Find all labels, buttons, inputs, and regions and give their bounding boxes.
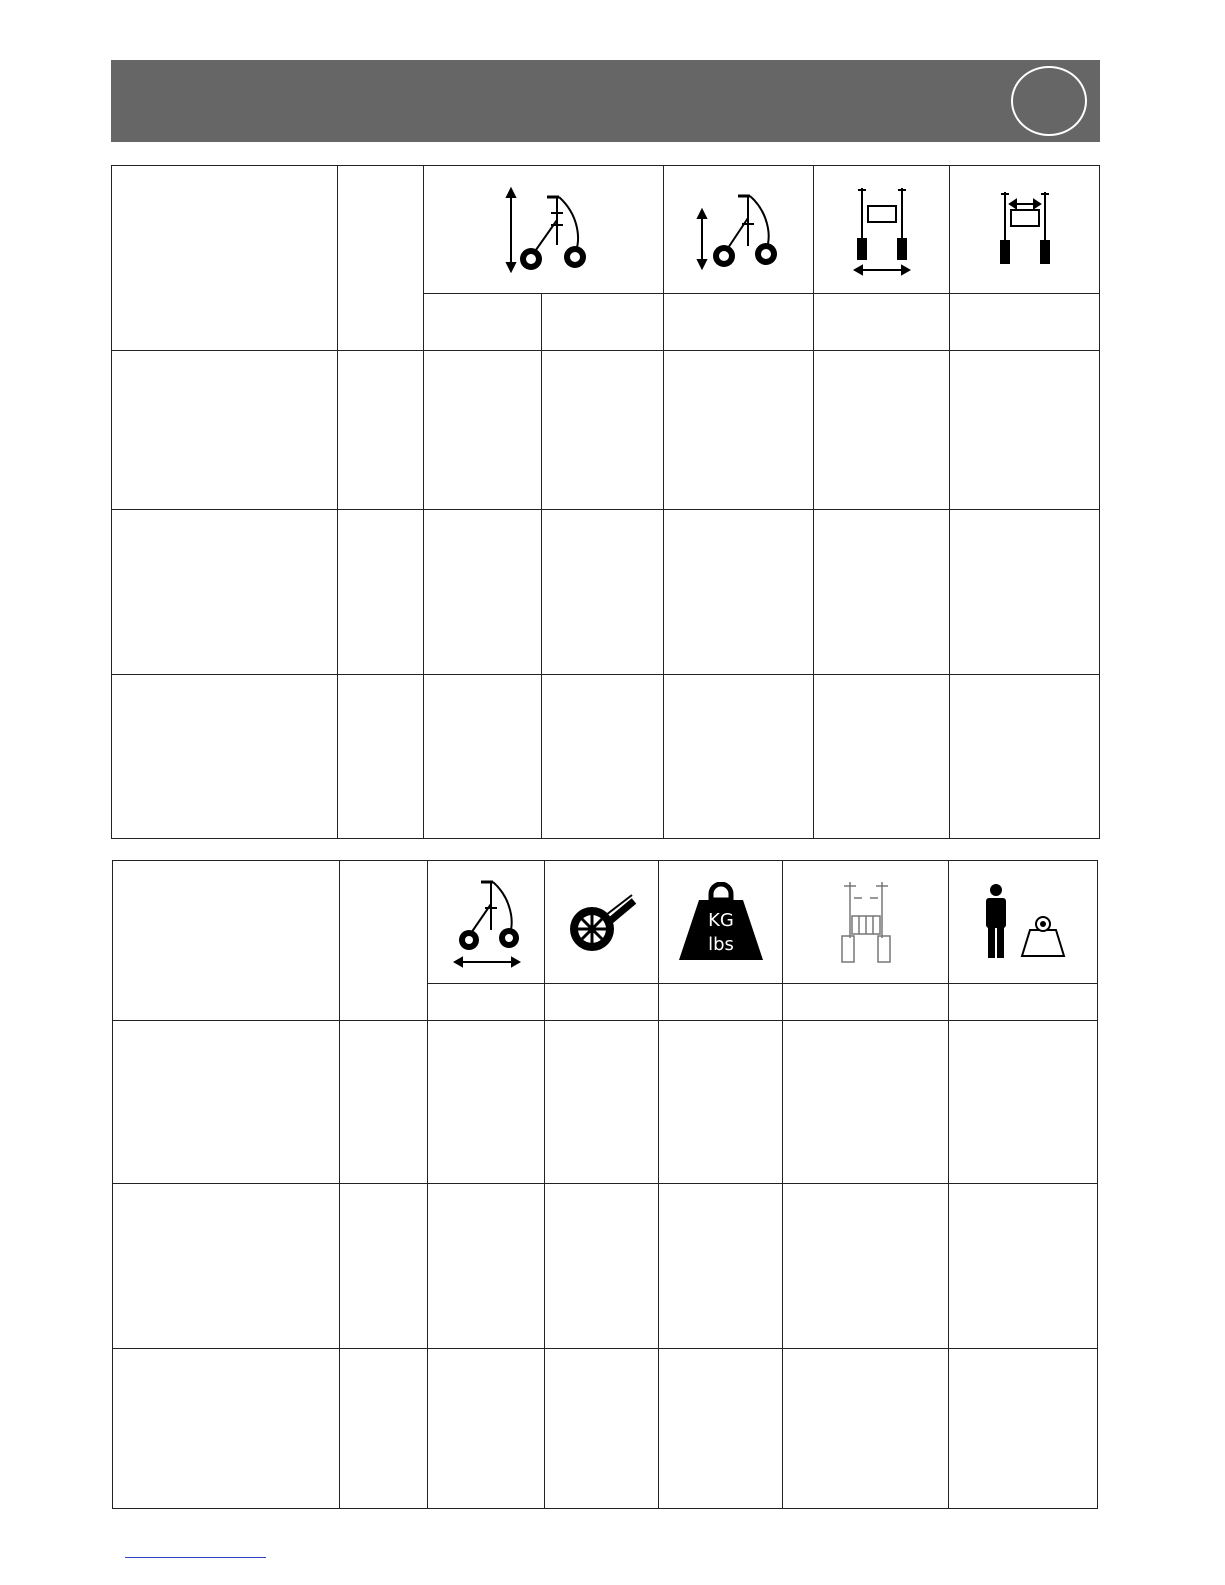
user-max-weight-icon bbox=[949, 861, 1098, 984]
subheader-cell bbox=[664, 294, 814, 351]
subheader-cell bbox=[545, 984, 659, 1021]
language-badge-circle bbox=[1011, 66, 1087, 136]
subheader-cell bbox=[814, 294, 950, 351]
value-cell bbox=[545, 1184, 659, 1349]
value-cell bbox=[664, 675, 814, 839]
size-cell bbox=[338, 510, 424, 675]
subheader-cell bbox=[783, 984, 949, 1021]
value-cell bbox=[542, 675, 664, 839]
size-cell bbox=[340, 1184, 428, 1349]
subheader-cell bbox=[949, 984, 1098, 1021]
value-cell bbox=[545, 1021, 659, 1184]
table-row bbox=[113, 1349, 1098, 1509]
value-cell bbox=[783, 1349, 949, 1509]
value-cell bbox=[950, 510, 1100, 675]
model-cell bbox=[112, 675, 338, 839]
model-cell bbox=[112, 510, 338, 675]
header-model-cell bbox=[113, 861, 340, 1021]
table-row bbox=[112, 510, 1100, 675]
table-row bbox=[112, 675, 1100, 839]
subheader-cell bbox=[659, 984, 783, 1021]
value-cell bbox=[949, 1184, 1098, 1349]
table-row bbox=[113, 1021, 1098, 1184]
subheader-cell bbox=[424, 294, 542, 351]
size-cell bbox=[338, 675, 424, 839]
walker-seat-width-icon bbox=[950, 166, 1100, 294]
walker-width-icon bbox=[814, 166, 950, 294]
value-cell bbox=[950, 675, 1100, 839]
wheel-brake-icon bbox=[545, 861, 659, 984]
value-cell bbox=[542, 351, 664, 510]
weight-icon-kg: KG bbox=[707, 910, 734, 931]
value-cell bbox=[424, 510, 542, 675]
subheader-cell bbox=[542, 294, 664, 351]
value-cell bbox=[950, 351, 1100, 510]
value-cell bbox=[428, 1349, 545, 1509]
model-cell bbox=[113, 1021, 340, 1184]
header-size-cell bbox=[338, 166, 424, 351]
size-cell bbox=[340, 1021, 428, 1184]
value-cell bbox=[659, 1021, 783, 1184]
model-cell bbox=[113, 1349, 340, 1509]
value-cell bbox=[659, 1184, 783, 1349]
value-cell bbox=[424, 675, 542, 839]
value-cell bbox=[659, 1349, 783, 1509]
subheader-cell bbox=[950, 294, 1100, 351]
footer-link-underline[interactable] bbox=[125, 1557, 266, 1558]
header-size-cell bbox=[340, 861, 428, 1021]
walker-length-icon bbox=[428, 861, 545, 984]
value-cell bbox=[428, 1184, 545, 1349]
value-cell bbox=[949, 1349, 1098, 1509]
value-cell bbox=[664, 351, 814, 510]
header-model-cell bbox=[112, 166, 338, 351]
size-cell bbox=[338, 351, 424, 510]
model-cell bbox=[113, 1184, 340, 1349]
table-row bbox=[112, 351, 1100, 510]
value-cell bbox=[783, 1184, 949, 1349]
value-cell bbox=[814, 675, 950, 839]
header-bar bbox=[111, 60, 1100, 142]
value-cell bbox=[783, 1021, 949, 1184]
spec-table-dimensions bbox=[111, 165, 1100, 839]
model-cell bbox=[112, 351, 338, 510]
spec-table-weights bbox=[112, 860, 1098, 1509]
table-row bbox=[113, 1184, 1098, 1349]
value-cell bbox=[542, 510, 664, 675]
value-cell bbox=[664, 510, 814, 675]
walker-height-range-icon bbox=[424, 166, 664, 294]
subheader-cell bbox=[428, 984, 545, 1021]
weight-kg-lbs-icon bbox=[659, 861, 783, 984]
weight-icon-lbs: lbs bbox=[707, 934, 734, 955]
value-cell bbox=[424, 351, 542, 510]
value-cell bbox=[428, 1021, 545, 1184]
value-cell bbox=[814, 510, 950, 675]
size-cell bbox=[340, 1349, 428, 1509]
value-cell bbox=[814, 351, 950, 510]
value-cell bbox=[545, 1349, 659, 1509]
value-cell bbox=[949, 1021, 1098, 1184]
folded-walker-icon bbox=[783, 861, 949, 984]
walker-handle-height-icon bbox=[664, 166, 814, 294]
